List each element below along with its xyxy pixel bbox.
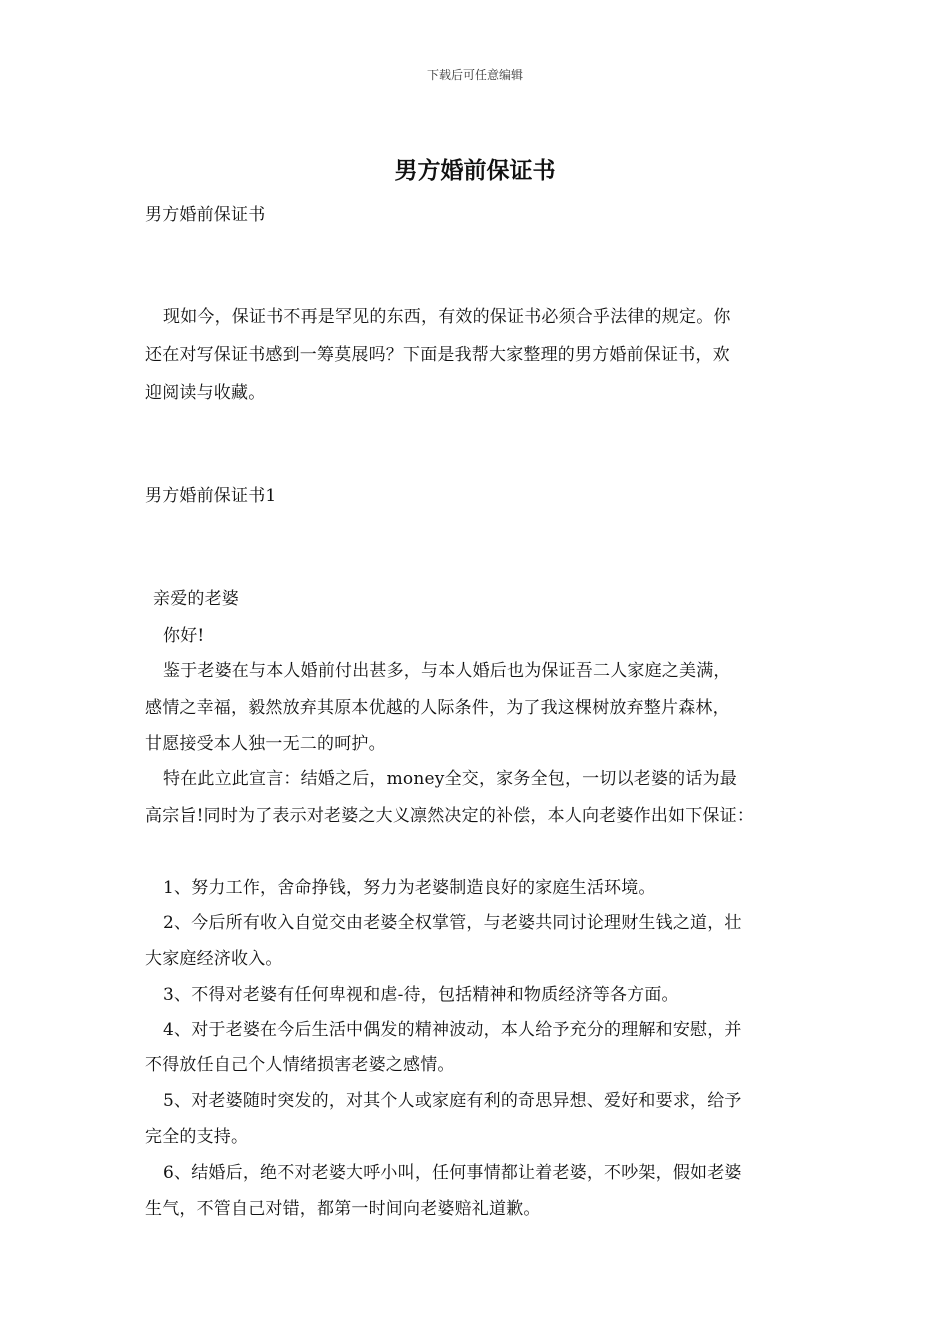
paragraph-2-line-2: 高宗旨!同时为了表示对老婆之大义凛然决定的补偿，本人向老婆作出如下保证： xyxy=(145,806,755,826)
salutation: 亲爱的老婆 xyxy=(153,589,239,609)
list-item: 5、对老婆随时突发的，对其个人或家庭有利的奇思异想、爱好和要求，给予 xyxy=(163,1091,742,1111)
list-item: 1、努力工作，舍命挣钱，努力为老婆制造良好的家庭生活环境。 xyxy=(163,878,656,898)
list-item-continuation: 生气，不管自己对错，都第一时间向老婆赔礼道歉。 xyxy=(145,1199,541,1219)
section-heading: 男方婚前保证书1 xyxy=(145,486,277,506)
list-item-continuation: 不得放任自己个人情绪损害老婆之感情。 xyxy=(145,1055,455,1075)
paragraph-1-line-1: 鉴于老婆在与本人婚前付出甚多，与本人婚后也为保证吾二人家庭之美满， xyxy=(163,661,731,681)
list-item: 2、今后所有收入自觉交由老婆全权掌管，与老婆共同讨论理财生钱之道，壮 xyxy=(163,913,742,933)
paragraph-1-line-3: 甘愿接受本人独一无二的呵护。 xyxy=(145,734,386,754)
header-note: 下载后可任意编辑 xyxy=(426,68,523,82)
paragraph-2-line-1: 特在此立此宣言：结婚之后，money全交，家务全包，一切以老婆的话为最 xyxy=(163,769,737,789)
intro-line-2: 还在对写保证书感到一筹莫展吗？下面是我帮大家整理的男方婚前保证书，欢 xyxy=(145,345,730,365)
list-item: 3、不得对老婆有任何卑视和虐-待，包括精神和物质经济等各方面。 xyxy=(163,985,679,1005)
intro-line-1: 现如今，保证书不再是罕见的东西，有效的保证书必须合乎法律的规定。你 xyxy=(163,307,731,327)
list-item-continuation: 大家庭经济收入。 xyxy=(145,949,283,969)
intro-line-3: 迎阅读与收藏。 xyxy=(145,383,266,403)
list-item: 6、结婚后，绝不对老婆大呼小叫，任何事情都让着老婆，不吵架，假如老婆 xyxy=(163,1163,742,1183)
list-item-continuation: 完全的支持。 xyxy=(145,1127,249,1147)
document-title: 男方婚前保证书 xyxy=(394,157,556,184)
list-item: 4、对于老婆在今后生活中偶发的精神波动，本人给予充分的理解和安慰，并 xyxy=(163,1020,742,1040)
paragraph-1-line-2: 感情之幸福，毅然放弃其原本优越的人际条件，为了我这棵树放弃整片森林， xyxy=(145,698,730,718)
greeting: 你好! xyxy=(163,626,205,646)
subtitle: 男方婚前保证书 xyxy=(145,205,266,225)
